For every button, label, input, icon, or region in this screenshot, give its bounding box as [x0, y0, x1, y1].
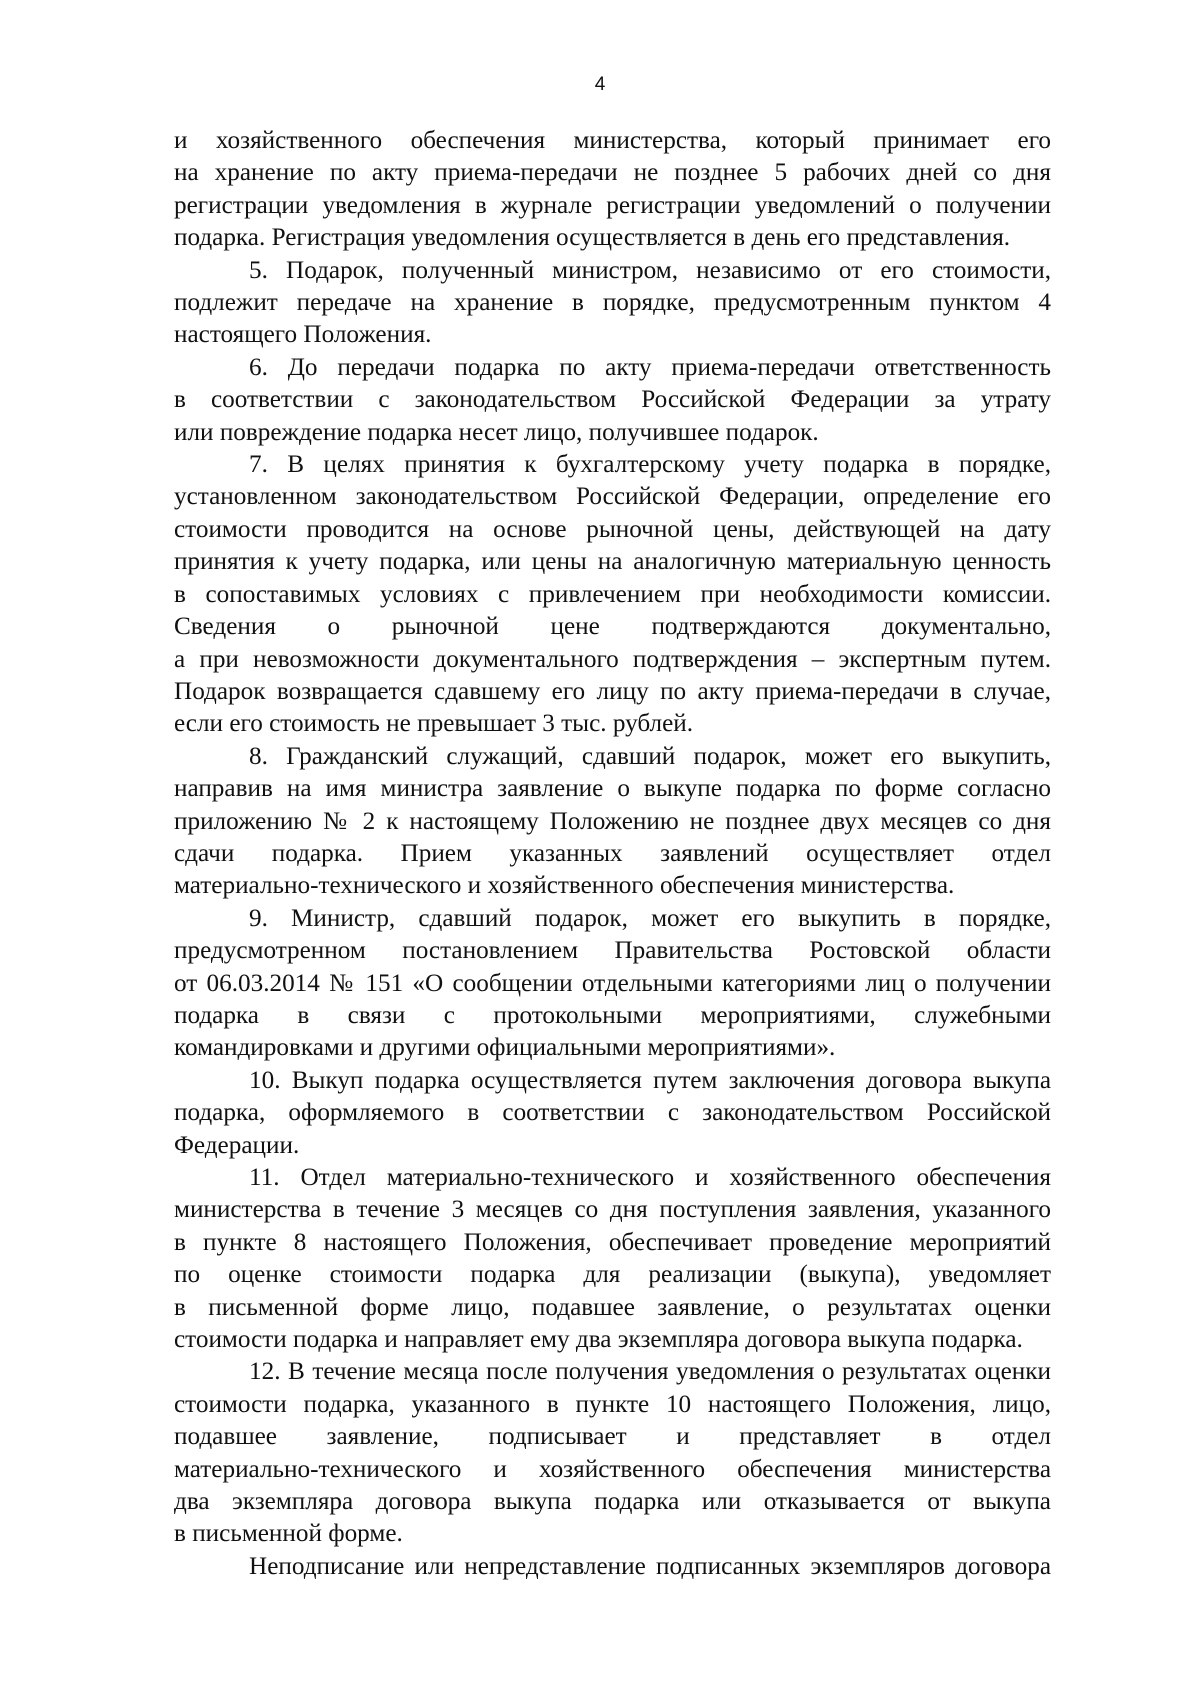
paragraph-line: стоимости подарка, указанного в пункте 10 настоящего Положения, лицо,: [174, 1390, 1051, 1418]
paragraph-line: подарка в связи с протокольными мероприятиями, служебными: [174, 1001, 1051, 1029]
paragraph-line: и хозяйственного обеспечения министерства, который принимает его: [174, 127, 1051, 154]
paragraph-line: 12. В течение месяца после получения уведомления о результатах оценки: [249, 1358, 1051, 1386]
paragraph-line: 9. Министр, сдавший подарок, может его выкупить в порядке,: [249, 904, 1051, 932]
paragraph-line: предусмотренном постановлением Правительства Ростовской области: [174, 937, 1051, 965]
paragraph-line: Подарок возвращается сдавшему его лицу по акту приема-передачи в случае,: [174, 677, 1051, 705]
paragraph-line: сдачи подарка. Прием указанных заявлений осуществляет отдел: [174, 839, 1051, 867]
paragraph-line: подавшее заявление, подписывает и представляет в отдел: [174, 1423, 1051, 1451]
paragraph-line: от 06.03.2014 № 151 «О сообщении отдельными категориями лиц о получении: [174, 969, 1051, 997]
paragraph-line: настоящего Положения.: [174, 321, 432, 349]
paragraph-line: два экземпляра договора выкупа подарка или отказывается от выкупа: [174, 1488, 1051, 1516]
paragraph-line: подарка. Регистрация уведомления осуществляется в день его представления.: [174, 224, 1011, 252]
paragraph-line: 10. Выкуп подарка осуществляется путем заключения договора выкупа: [249, 1066, 1051, 1094]
paragraph-line: на хранение по акту приема-передачи не позднее 5 рабочих дней со дня: [174, 159, 1051, 187]
paragraph-line: в письменной форме лицо, подавшее заявление, о результатах оценки: [174, 1293, 1051, 1321]
paragraph-line: 8. Гражданский служащий, сдавший подарок, может его выкупить,: [249, 742, 1051, 770]
paragraph-line: по оценке стоимости подарка для реализации (выкупа), уведомляет: [174, 1261, 1051, 1289]
paragraph-line: принятия к учету подарка, или цены на аналогичную материальную ценность: [174, 548, 1051, 576]
paragraph-line: или повреждение подарка несет лицо, получившее подарок.: [174, 418, 819, 446]
paragraph-line: 6. До передачи подарка по акту приема-передачи ответственность: [249, 353, 1051, 381]
paragraph-line: а при невозможности документального подтверждения – экспертным путем.: [174, 645, 1051, 673]
paragraph-line: стоимости подарка и направляет ему два экземпляра договора выкупа подарка.: [174, 1326, 1023, 1354]
paragraph-line: 11. Отдел материально-технического и хозяйственного обеспечения: [249, 1164, 1051, 1191]
paragraph-line: 5. Подарок, полученный министром, независимо от его стоимости,: [249, 256, 1051, 284]
paragraph-line: стоимости проводится на основе рыночной цены, действующей на дату: [174, 515, 1051, 543]
paragraph-line: материально-технического и хозяйственного обеспечения министерства.: [174, 872, 955, 900]
paragraph-line: приложению № 2 к настоящему Положению не позднее двух месяцев со дня: [174, 807, 1051, 835]
paragraph-line: Сведения о рыночной цене подтверждаются документально,: [174, 613, 1051, 641]
paragraph-line: в соответствии с законодательством Российской Федерации за утрату: [174, 386, 1051, 414]
paragraph-line: 7. В целях принятия к бухгалтерскому учету подарка в порядке,: [249, 451, 1051, 479]
paragraph-line: в сопоставимых условиях с привлечением при необходимости комиссии.: [174, 580, 1051, 608]
paragraph-line: министерства в течение 3 месяцев со дня поступления заявления, указанного: [174, 1196, 1051, 1224]
paragraph-line: подлежит передаче на хранение в порядке, предусмотренным пунктом 4: [174, 289, 1051, 317]
paragraph-line: регистрации уведомления в журнале регистрации уведомлений о получении: [174, 191, 1051, 219]
paragraph-line: Федерации.: [174, 1131, 300, 1159]
page-number: 4: [594, 74, 606, 95]
paragraph-line: в письменной форме.: [174, 1520, 403, 1548]
paragraph-line: подарка, оформляемого в соответствии с законодательством Российской: [174, 1099, 1051, 1127]
paragraph-line: командировками и другими официальными мероприятиями».: [174, 1034, 836, 1062]
document-body: [174, 125, 1051, 1583]
paragraph-line: Неподписание или непредставление подписанных экземпляров договора: [249, 1552, 1051, 1580]
paragraph-line: если его стоимость не превышает 3 тыс. рублей.: [174, 710, 694, 738]
paragraph-line: материально-технического и хозяйственного обеспечения министерства: [174, 1455, 1051, 1483]
paragraph-line: в пункте 8 настоящего Положения, обеспечивает проведение мероприятий: [174, 1228, 1051, 1256]
paragraph-line: направив на имя министра заявление о выкупе подарка по форме согласно: [174, 775, 1051, 803]
paragraph-line: установленном законодательством Российской Федерации, определение его: [174, 483, 1051, 511]
